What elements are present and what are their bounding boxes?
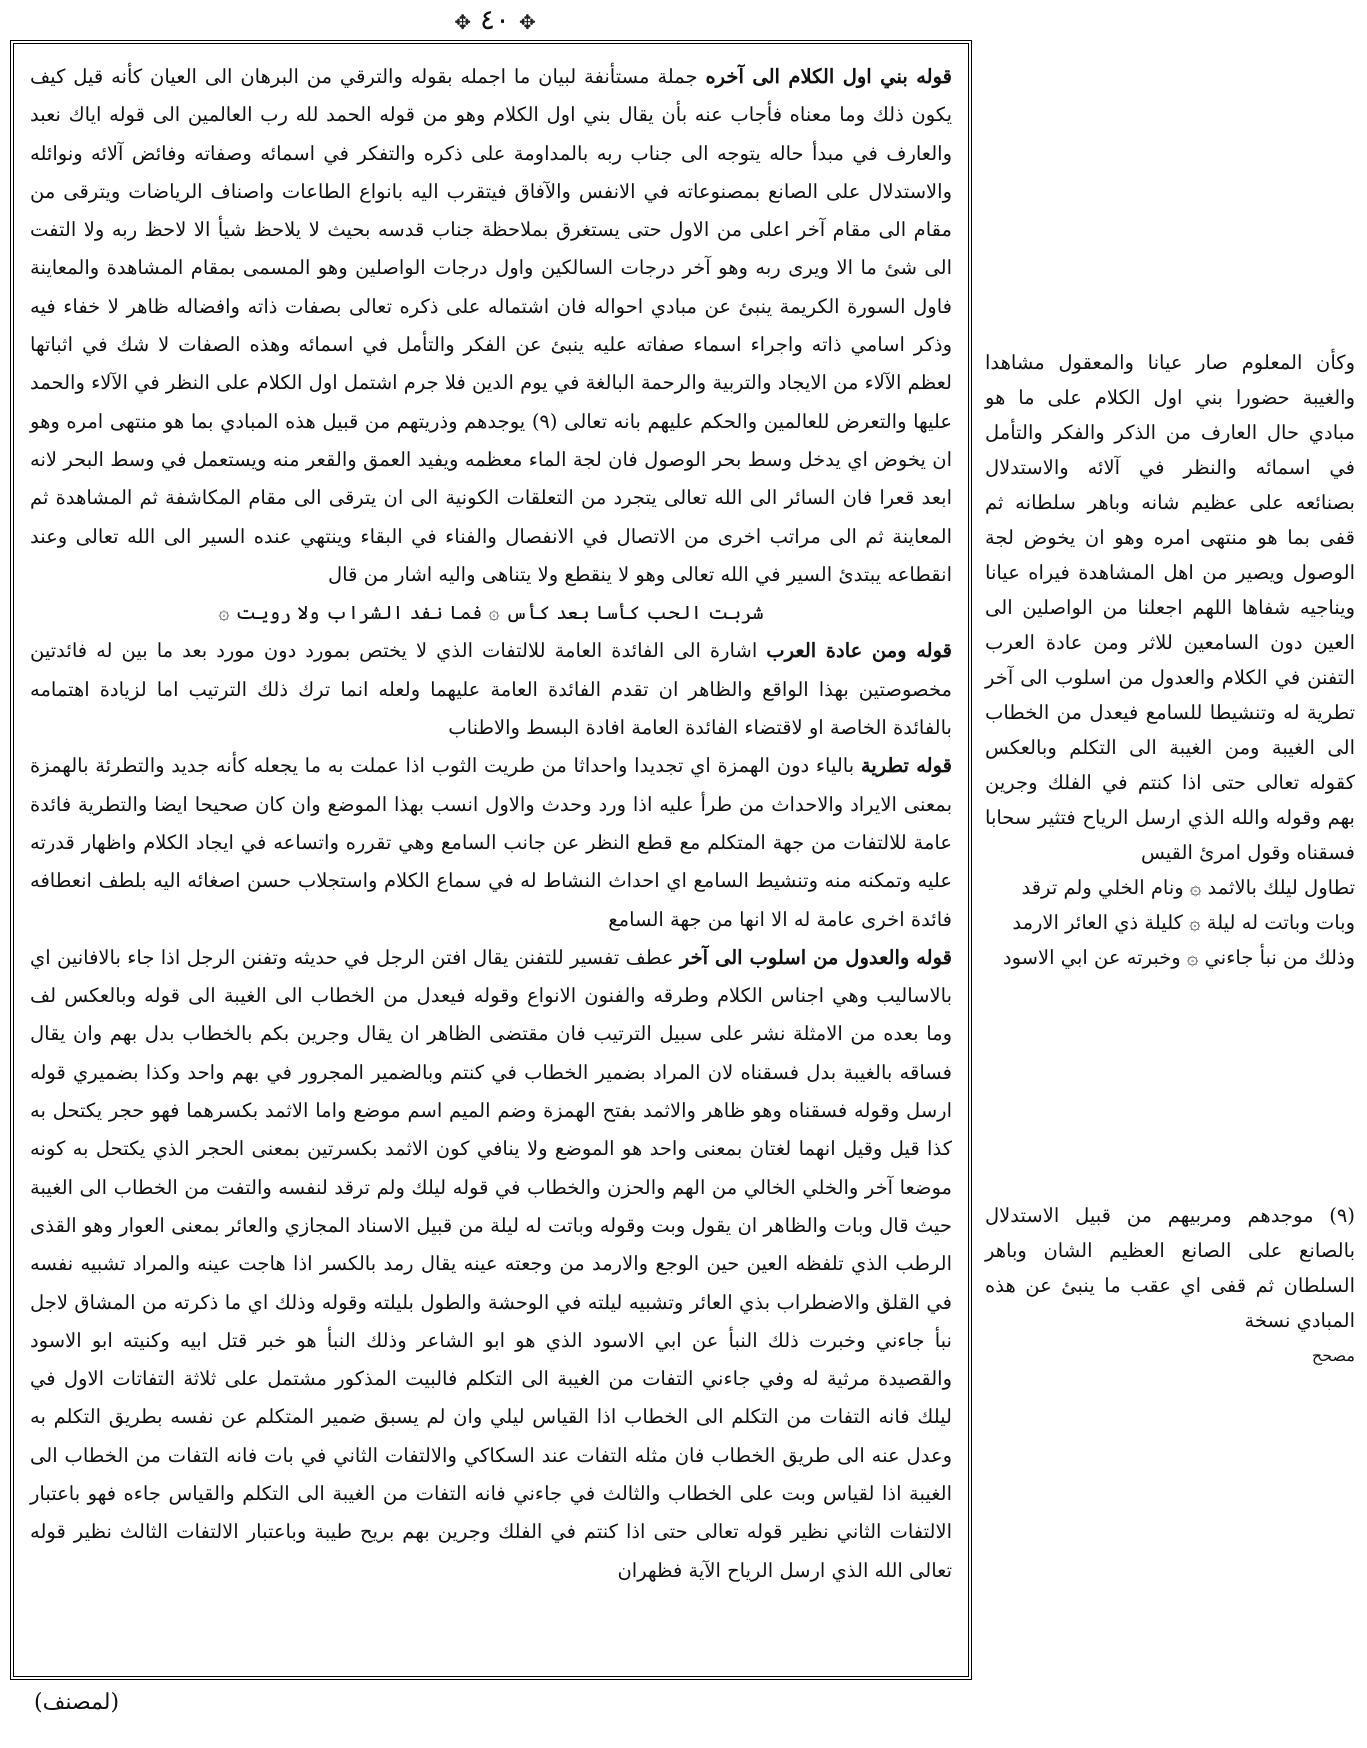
verse-line: شربت الحب كأسا بعد كأس ۞ فما نفد الشراب ولا رويت ۞ [218, 602, 764, 625]
lemma-heading: قوله بني اول الكلام الى آخره [705, 65, 953, 88]
paragraph-text: جملة مستأنفة لبيان ما اجمله بقوله والترقي من البرهان الى العيان كأنه قيل كيف يكون ذلك وما معناه فأجاب عنه بأن يقال بني اول الكلام وهو من قوله الحمد لله رب العالمين الى قوله اياك نعبد والعارف في مبدأ حاله يتوجه الى جناب ربه بالمداومة على ذكره والتفكر في اسمائه وصفاته وفائض آلائه ونوائله والاستدلال على الصانع بمصنوعاته في الانفس والآفاق فيتقرب اليه بانواع الطاعات واصناف الرياضات ويترقى من مقام الى مقام آخر اعلى من الاول حتى يستغرق بملاحظة جناب قدسه بحيث لا يلاحظ شيأ الا لاحظ ربه ولا التفت الى شئ ما الا ويرى ربه وهو آخر درجات السالكين واول درجات الواصلين وهو المسمى بمقام المشاهدة والمعاينة فاول السورة الكريمة ينبئ عن مبادي احواله فان اشتماله على ذكره تعالى بصفات ذاته وافضاله ظاهر لا خفاء فيه وذكر اسامي ذاته واجراء اسماء صفاته عليه ينبئ عن الفكر والتأمل في اسمائه وهذه الصفات لا شك في اثباتها لعظم الآلاء من الايجاد والتربية والرحمة البالغة في يوم الدين فلا جرم اشتمل اول الكلام على النظر في الآلاء والحمد عليها والتعرض للعالمين والحكم عليهم بانه تعالى (٩) يوجدهم وذريتهم من قبيل هذه المبادي بما هو منتهى امره وهو ان يخوض اي يدخل وسط بحر الوصول فان لجة الماء معظمه ويفيد العمق والقعر منه ويستعمل في وسط البحر لانه ابعد قعرا فان السائر الى الله تعالى يتجرد من التعلقات الكونية الى ان يترقى الى مقام المكاشفة ثم المشاهدة ثم المعاينة ثم الى مراتب اخرى من الاتصال في الانفصال والفناء في البقاء وينتهي عنده السير الى الله تعالى وعند انقطاعه يبتدئ السير في الله تعالى وهو لا ينقطع ولا يتناهى واليه اشار من قال [30, 65, 952, 586]
ornament-right-icon: ✥ [518, 10, 536, 34]
page-number: ✥ ٤٠ ✥ [454, 3, 536, 36]
paragraph-text: اشارة الى الفائدة العامة للالتفات الذي لا يختص بمورد دون مورد بعد ما بين له فائدتين مخصوصتين بهذا الواقع والظاهر ان تقدم الفائدة العامة عليهما ولعله انما ترك ذلك الترتيب اما لزيادة اهتمامه بالفائدة الخاصة او لاقتضاء الفائدة العامة افادة البسط والاطناب [30, 639, 952, 740]
margin-commentary [985, 345, 1355, 975]
main-text-frame [10, 40, 972, 1680]
commentary-paragraph [30, 632, 952, 747]
lemma-heading: قوله تطرية [860, 754, 952, 778]
ornament-left-icon: ✥ [454, 10, 472, 34]
commentary-paragraph [30, 939, 952, 1590]
footnote-tag: نسخة [1244, 1309, 1291, 1332]
commentary-paragraph [30, 58, 952, 594]
lemma-heading: قوله ومن عادة العرب [766, 639, 952, 663]
footer-label: (لمصنف) [34, 1690, 120, 1715]
margin-commentary-text: وكأن المعلوم صار عيانا والمعقول مشاهدا والغيبة حضورا بني اول الكلام على ما هو مبادي حال العارف من الذكر والفكر والتأمل في اسمائه والنظر في آلائه والاستدلال بصنائعه على عظيم شانه وباهر سلطانه ثم قفى بما هو منتهى امره وهو ان يخوض لجة الوصول ويصير من اهل المشاهدة فيراه عيانا ويناجيه شفاها اللهم اجعلنا من الواصلين الى العين دون السامعين للاثر ومن عادة العرب التفنن في الكلام والعدول من اسلوب الى آخر تطرية له وتنشيطا للسامع فيعدل من الخطاب الى الغيبة ومن الغيبة الى التكلم وبالعكس كقوله تعالى حتى اذا كنتم في الفلك وجرين بهم وقوله والله الذي ارسل الرياح فتثير سحابا فسقناه وقول امرئ القيس [985, 351, 1355, 864]
margin-verse-1: تطاول ليلك بالاثمد ۞ ونام الخلي ولم ترقد [1021, 876, 1355, 899]
footnote-text: (٩) موجدهم ومربيهم من قبيل الاستدلال بالصانع على الصانع العظيم الشان وباهر السلطان ثم قفى اي عقب ما ينبئ عن هذه المبادي نسخة [985, 1204, 1355, 1332]
margin-verse-2: وبات وباتت له ليلة ۞ كليلة ذي العائر الارمد [1012, 911, 1355, 934]
paragraph-text: بالياء دون الهمزة اي تجديدا واحداثا من طريت الثوب اذا عملت به ما يجعله كأنه جديد والتطرئة بالهمزة بمعنى الايراد والاحداث من طرأ عليه اذا ورد وحدث والاول انسب بهذا الموضع وان كان صحيحا ايضا والتطرية فائدة عامة للالتفات من جهة المتكلم مع قطع النظر عن جانب السامع وهي تقرره واتساعه في ايجاد الكلام واظهار قدرته عليه وتمكنه منه وتنشيط السامع اي احداث النشاط له في سماع الكلام واستجلاب حسن اصغائه اليه بلطف انعطافه فائدة اخرى عامة له الا انها من جهة السامع [30, 754, 952, 931]
commentary-paragraph [30, 747, 952, 938]
main-commentary [30, 58, 952, 1590]
margin-verse-3: وذلك من نبأ جاءني ۞ وخبرته عن ابي الاسود [1002, 946, 1355, 969]
margin-footnote [985, 1198, 1355, 1373]
corrector-sign: مصحح [1311, 1346, 1355, 1365]
lemma-heading: قوله والعدول من اسلوب الى آخر [679, 945, 953, 969]
paragraph-text: عطف تفسير للتفنن يقال افتن الرجل في حديثه وتفنن الرجل اذا جاء بالافانين اي بالاساليب وهي اجناس الكلام وطرقه والفنون الانواع وقوله فيعدل من الخطاب الى الغيبة الى قوله وبالعكس لف وما بعده من الامثلة نشر على سبيل الترتيب فان مقتضى الظاهر ان يقال وجرين بكم بالخطاب بدل بهم وان يقال فساقه بالغيبة بدل فسقناه لان المراد بضمير الخطاب في كنتم وبالضمير المجرور في بهم واحد وكذا بضميري قوله ارسل وقوله فسقناه وهو ظاهر والاثمد بفتح الهمزة وضم الميم اسم موضع واما الاثمد بكسرهما فهو حجر يكتحل به كذا قيل وقيل انهما لغتان بمعنى واحد هو الموضع ولا ينافي كون الاثمد بكسرتين بمعنى الحجر الذي يكتحل به كونه موضعا آخر والخلي الخالي من الهم والحزن والخطاب في قوله ليلك ولم ترقد لنفسه والتفت من الخطاب الى الغيبة حيث قال وبات والظاهر ان يقول وبت وقوله وباتت له ليلة من قبيل الاسناد المجازي والعائر بمعنى العوار وهو القذى الرطب الذي تلفظه العين حين الوجع والارمد من وجعته عينه يقال رمد بالكسر اذا هاجت عينه والمراد تشبيه نفسه في القلق والاضطراب بذي العائر وتشبيه ليلته في الوحشة والطول بليلته وقوله وذلك اي ما ذكرته من المشاق لاجل نبأ جاءني وخبرت ذلك النبأ عن ابي الاسود الذي هو ابو الشاعر وذلك النبأ هو خبر قتل ابيه وكنيته ابو الاسود والقصيدة مرثية له وفي جاءني التفات من الغيبة الى التكلم فالبيت المذكور مشتمل على ثلاثة التفاتات الاول في ليلك فانه التفات من التكلم الى الخطاب اذا القياس ليلي وان لم يسبق ضمير المتكلم عن نفسه بطريق التكلم به وعدل عنه الى طريق الخطاب فان مثله التفات عند السكاكي والالتفات الثاني في بات فانه التفات من الخطاب الى الغيبة اذا لقياس وبت على الخطاب والثالث في جاءني فانه التفات من الغيبة الى التكلم والقياس جاءه فهو باعتبار الالتفات الثاني نظير قوله تعالى حتى اذا كنتم في الفلك وجرين بهم بريح طيبة وباعتبار الالتفات الثالث نظير قوله تعالى الله الذي ارسل الرياح الآية فظهران [30, 945, 952, 1582]
